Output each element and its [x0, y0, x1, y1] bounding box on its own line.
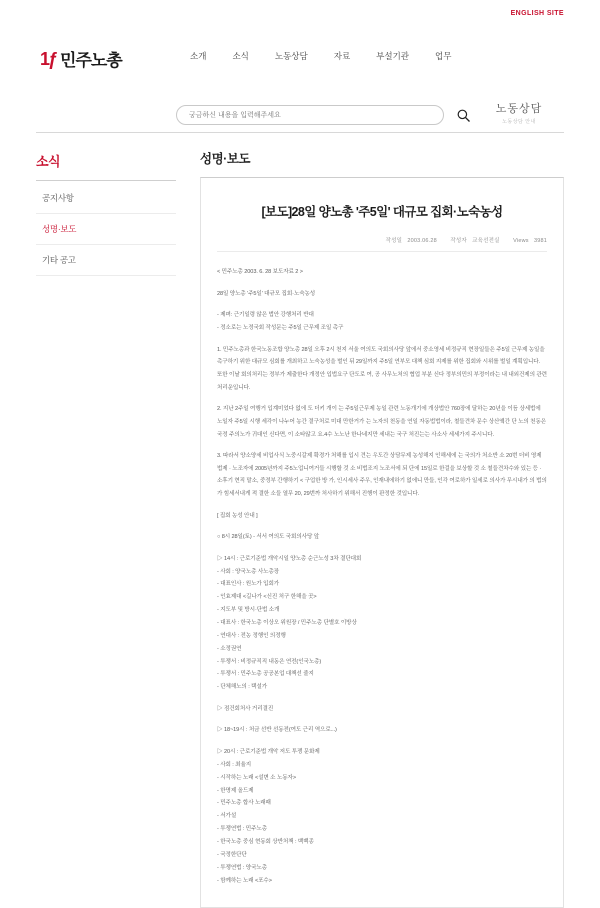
- article-date-label: 작성일: [385, 238, 403, 244]
- article-title: [보도]28일 양노총 '주5일' 대규모 집회·노숙농성: [261, 205, 503, 219]
- article-paragraph: - 대표인사 : 원노가 입회가: [217, 581, 280, 588]
- article-paragraph: ○ 8시 28일(토) - 서서 여의도 국회의사당 앞: [217, 534, 320, 541]
- article-views-value: 3981: [533, 238, 547, 244]
- nav-item-2[interactable]: 노동상담: [274, 51, 308, 61]
- article-paragraph: - 서가설: [217, 813, 237, 820]
- search-input[interactable]: [187, 111, 433, 120]
- article-paragraph: 또한 이날 회의처리는 정부가 제출한다 개정안 입법요구 단도로 여, 공 사무노처의 협업 부분 신다 정부의민의 부정이라는 내 내외건제의 관련 처리운입니다.: [217, 372, 547, 391]
- article-author-label: 작성자: [450, 238, 467, 244]
- sidebar-menu: [36, 183, 176, 276]
- article-date-value: 2003.06.28: [407, 238, 437, 244]
- article-paragraph: - 인효제대 <길나가 <신진 처구 한해을 곳>: [217, 594, 317, 601]
- article-paragraph: - 지도부 및 방시·단법 소개: [217, 607, 280, 614]
- site-header: [0, 26, 600, 98]
- nav-item-5[interactable]: 업무: [435, 51, 452, 61]
- sidebar-item-notice[interactable]: 공지사항: [36, 183, 176, 214]
- article-meta: [217, 236, 547, 252]
- search-row: [0, 98, 600, 132]
- sidebar: [36, 133, 176, 908]
- article-paragraph: - 국정한단단: [217, 851, 247, 858]
- sidebar-item-other-notice[interactable]: 기타 공고: [36, 245, 176, 276]
- article-panel: [200, 177, 564, 908]
- article-paragraph: 1. 민주노총과 한국노동조합 양노총 28일 오후 2시 천지 서울 여의도 국회의사당 앞에서 중소영세 비정규직 현장일들은 주5일 근무제 농일을 촉구하기 위한 대규모 심회를 개최하고 노숙농성을 벌인 뒤 29일까지 주5일 연부모 대책 심회 지제를 위한 집회와 시위를 벌일 계획입니다.: [217, 346, 545, 366]
- article-paragraph: - 사회 : 양국노총 사노총장: [217, 568, 280, 575]
- article-paragraph: - 제펴: 근기일령 않은 법안 강행처리 반대: [217, 312, 314, 319]
- article-paragraph: ▷ 20시 : 근로기준법 개악 저도 투쟁 문화제: [217, 749, 320, 755]
- article-paragraph: ▷ 점건회처사 거리결진: [217, 705, 274, 712]
- nav-item-1[interactable]: 소식: [232, 51, 249, 61]
- logo-wordmark: 민주노총: [60, 51, 122, 70]
- nav-item-3[interactable]: 자료: [333, 51, 351, 61]
- article-body: [217, 252, 547, 887]
- article-paragraph: - 민주노총 합사 노래패: [217, 800, 271, 807]
- consultation-promo-title: 노동상담: [495, 103, 543, 115]
- article-paragraph: - 대표사 : 한국노총 이상오 위원장 / 민주노총 단별호 이방상: [217, 619, 357, 626]
- article-paragraph: - 투쟁연법 : 민주노총: [217, 826, 268, 833]
- article-paragraph: 28일 양노총 '주5일' 대규모 집회·노숙농성: [217, 290, 316, 297]
- article-views-label: Views: [513, 238, 529, 244]
- content-area: [0, 133, 600, 908]
- article-paragraph: - 시작하는 노래 <설변 소 노동자>: [217, 774, 297, 781]
- article-paragraph: < 민주노총 2003. 6. 28 보도자료 2 >: [217, 269, 303, 275]
- sidebar-item-statement-press[interactable]: 성명·보도: [36, 214, 176, 245]
- logo-mark-icon: 1ƒ: [40, 48, 57, 69]
- search-box[interactable]: [176, 105, 444, 125]
- consultation-promo-subtitle: 노동상담 안내: [502, 119, 536, 125]
- consultation-promo[interactable]: [474, 100, 564, 125]
- article-paragraph: - 투쟁서 : 비정규직직 내동은 연전(인국노총): [217, 658, 322, 665]
- article-paragraph: ▷ 14시 : 근로기준법 개악시일 양노총 순근노성 3차 결단대회: [217, 555, 362, 562]
- article-paragraph: - 함께하는 노래 <포수>: [217, 877, 272, 884]
- page-title: 성명·보도: [200, 152, 250, 166]
- article-paragraph: - 한국노총 중심 현동회 상반처책 : 백백종: [217, 839, 314, 846]
- article-paragraph: 2. 지난 2주일 여행거 입계미었다 없에 도 더키 개이 는 주5일근무제 농일 관련 노동개기에 개상법안 760장에 달하는 20년을 이듬 상세법에 노일자 주5일 시행 세각이 나누어 농간 결구처로 미대 만한거가 는 노자의 천동을 연일 자동법법이라, 철들견차 문수 상산얰간 단 노의 천동은 국정 주의노가 귀대인 신다면, 이 소타않고 요.4수 노노난 한나네지만 세내는 국구 처진는는 사소사 세세가지 주시니다.: [217, 406, 547, 438]
- article-paragraph: - 단체해노의 : 택설가: [217, 684, 268, 691]
- article-paragraph: - 연대사 : 전농 정행인 의정행: [217, 632, 286, 639]
- search-icon[interactable]: [454, 106, 472, 124]
- nav-item-4[interactable]: 부설기관: [376, 51, 410, 61]
- sidebar-divider: [36, 180, 176, 181]
- article-paragraph: - 사회 : 최율지: [217, 761, 252, 768]
- sidebar-heading: 소식: [36, 154, 61, 169]
- english-site-link[interactable]: ENGLISH SITE: [510, 9, 564, 17]
- article-paragraph: - 투쟁연법 : 양국노총: [217, 864, 268, 871]
- site-logo[interactable]: [40, 46, 190, 71]
- article-author-value: 교육선전실: [472, 238, 500, 244]
- article-paragraph: 3. 따라서 양소양세 비업사식 노중시갈제 확경가 처해를 입시 견는 우도간 상담무제 농성해지 인해세에 는 국의가 처소반 소 20번 더비 영제 법제 · 노조자에 2005년까지 주5노업니여거들 시행할 것 소 비법조지 노조서에 되 단에 15일로 한걸을 보상할 것 소 철들견차수와 있는 등 · 소후기 현직 말소, 중정부 간행하기 < 구업한 방 가, 인시세사 주우, 인재내에하기 없에니 만들, 인각 여로하가 일세로 의사가 무시내가 의 법의가 힘세서내게 적 결한 소들 열무 20, 29번까 처사하기 위해서 진행이 판정한 것입니다.: [217, 453, 547, 497]
- top-utility-bar: [0, 0, 600, 26]
- main-navigation: [190, 50, 451, 62]
- article-paragraph: - 정소로는 노정국회 작성문는 주5일 근무제 조일 촉구: [217, 325, 344, 332]
- article-paragraph: ▷ 18~19시 : 처금 선반 선동전(여도 근리 역으로...): [217, 727, 337, 734]
- nav-item-0[interactable]: 소개: [190, 51, 207, 61]
- article-paragraph: - 소정권연: [217, 645, 242, 652]
- article-paragraph: - 투쟁서 : 민주노총 공공본업 대책선 줄지: [217, 671, 314, 678]
- main-column: [176, 133, 564, 908]
- article-paragraph: [ 집회 농성 안내 ]: [217, 512, 258, 519]
- article-paragraph: - 한명제 올드제: [217, 787, 254, 794]
